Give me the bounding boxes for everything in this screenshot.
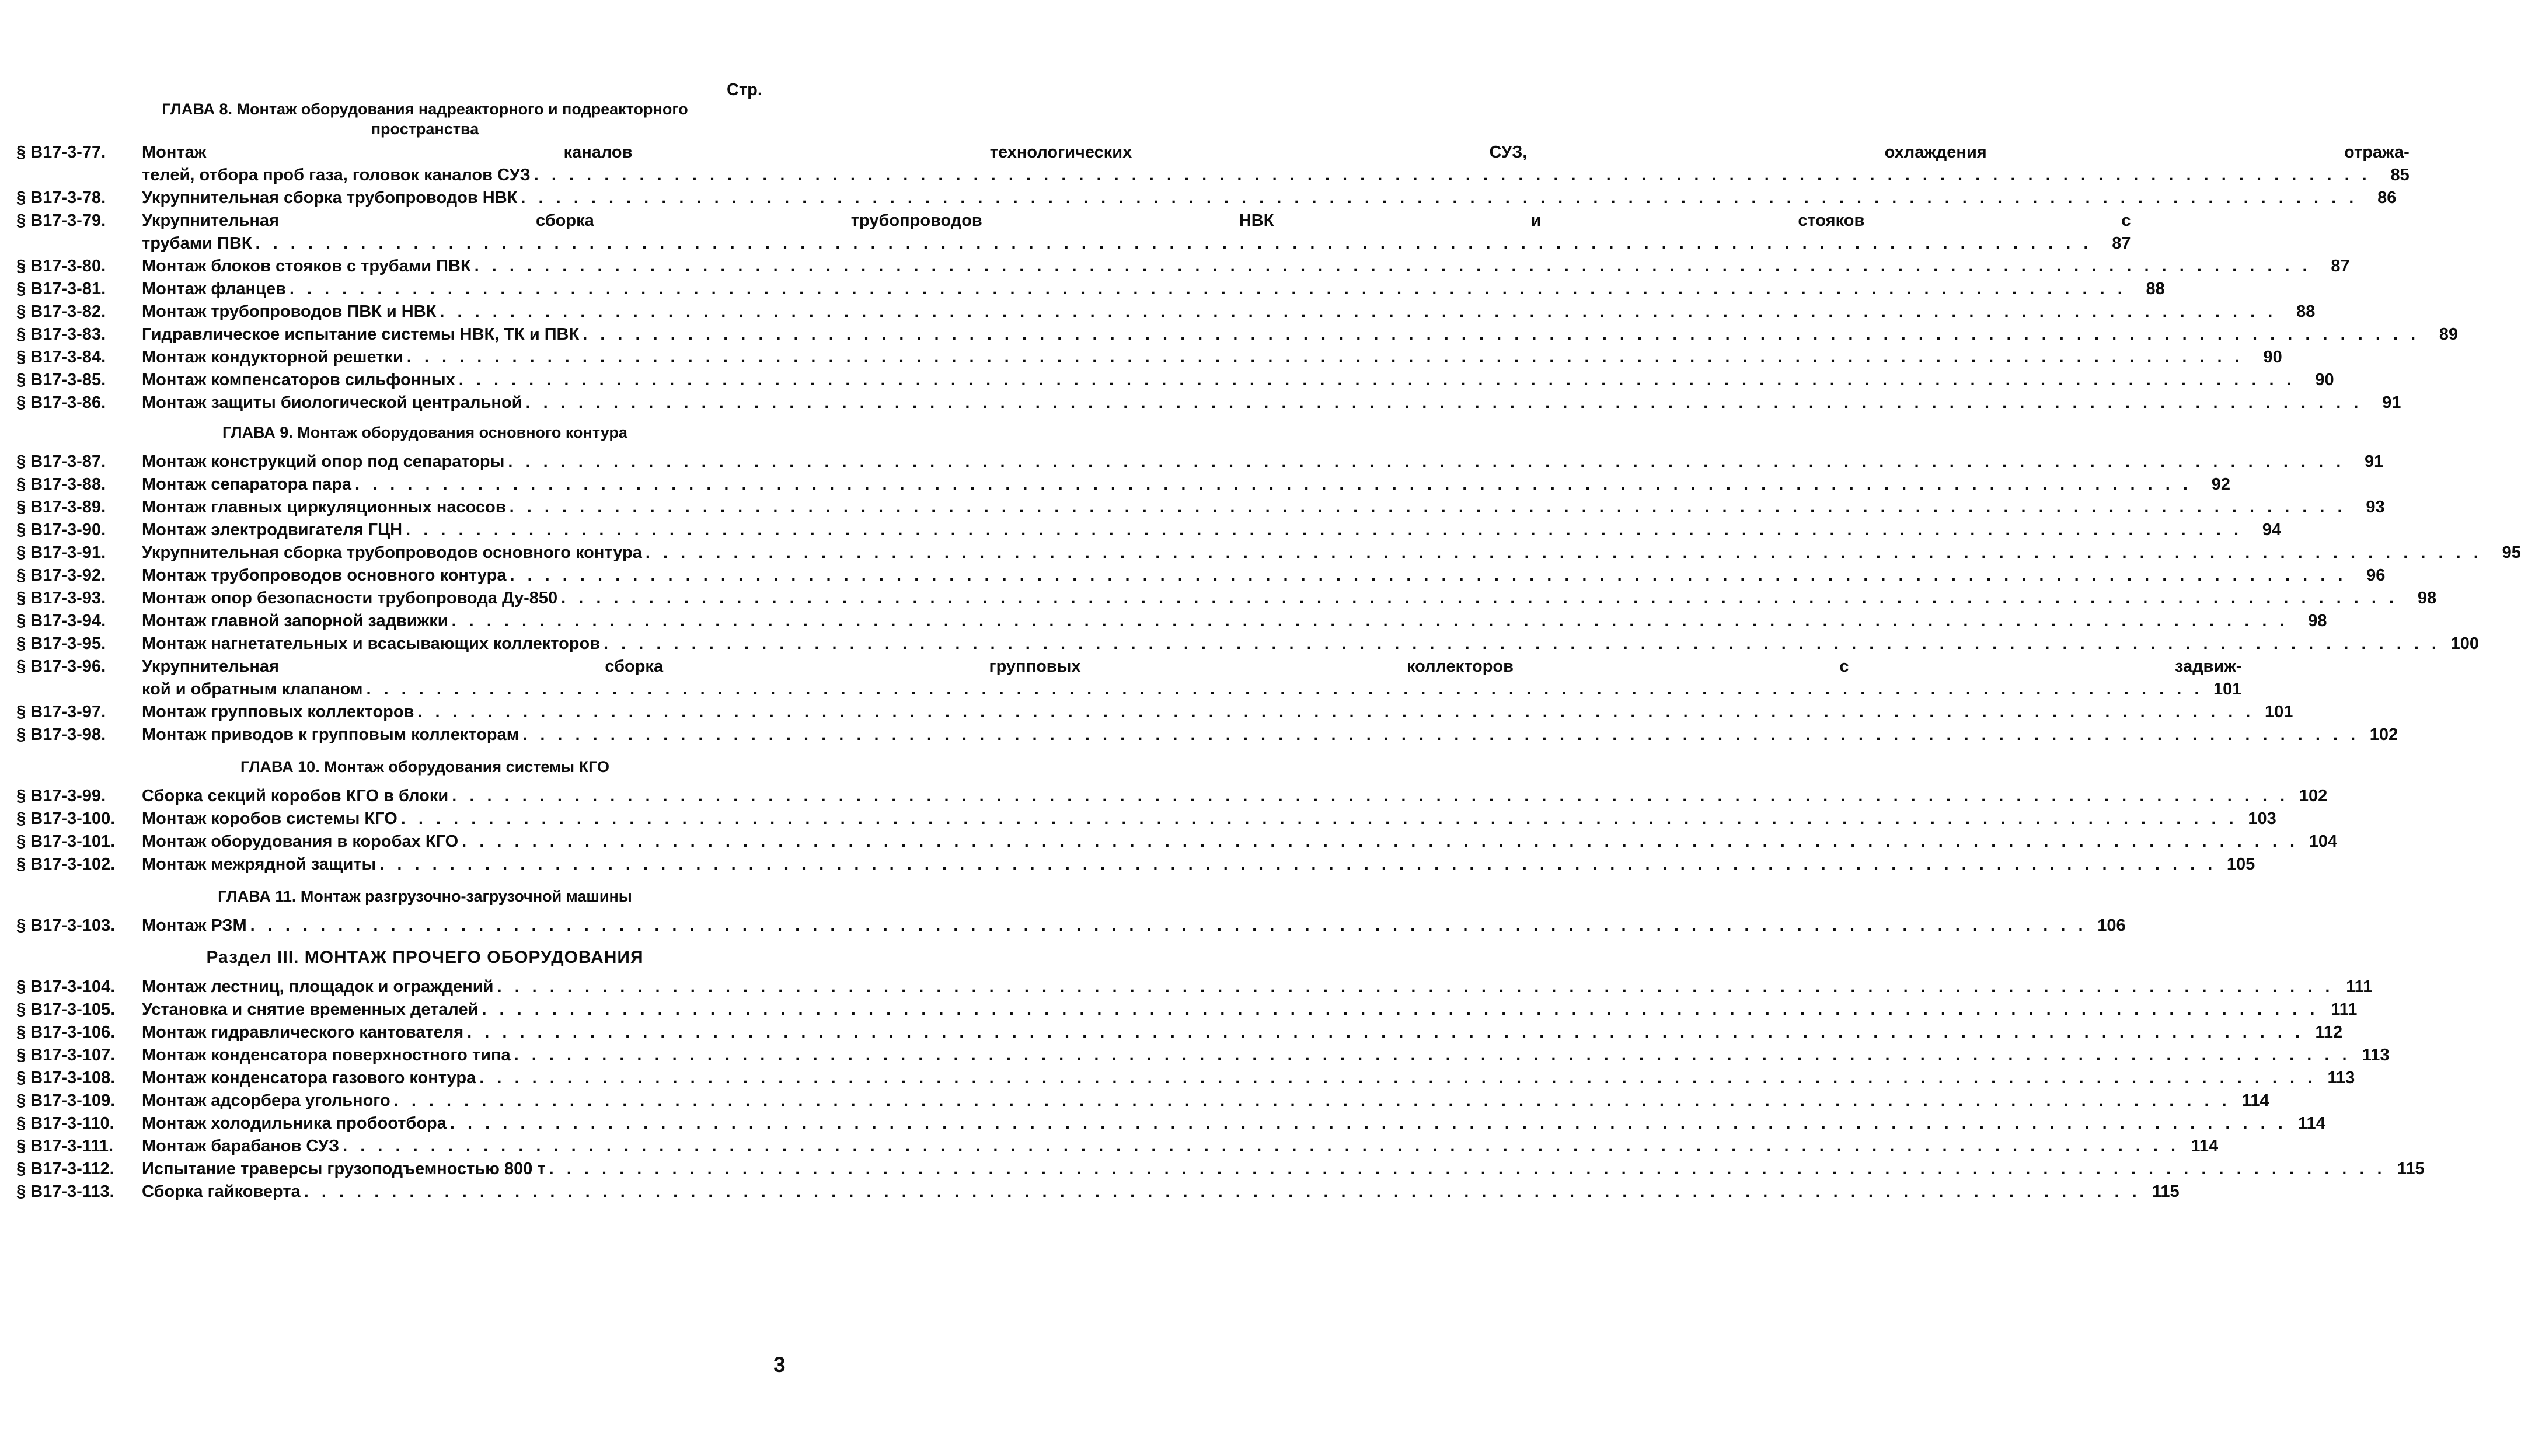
toc-entry[interactable] [16,141,2410,187]
entry-page-number: 106 [2097,916,2126,935]
dot-leader [379,853,2216,876]
toc-entry[interactable] [16,255,2350,278]
entry-title-text: Монтаж фланцев [142,280,286,298]
entry-title-text: Монтаж барабанов СУЗ [142,1137,340,1155]
entry-title-text: Монтаж гидравлического кантователя [142,1023,464,1042]
heading-line: Раздел III. МОНТАЖ ПРОЧЕГО ОБОРУДОВАНИЯ [206,948,644,967]
dot-leader [406,519,2243,542]
entry-page-number: 102 [2369,725,2398,744]
entry-page-number: 111 [2346,977,2373,996]
entry-title [142,1021,2342,1044]
entry-leader-line [142,724,2398,746]
entry-code: § В17-3-111. [16,1137,114,1155]
chapter-heading [16,99,769,139]
toc-entry[interactable] [16,323,2459,346]
entry-page-number: 95 [2502,543,2521,562]
entry-code: § В17-3-79. [16,211,106,230]
entry-title-text: Монтаж электродвигателя ГЦН [142,521,403,539]
dot-leader [522,724,2359,746]
table-of-contents [16,99,2521,1203]
entry-title [142,701,2293,724]
toc-entry[interactable] [16,210,2131,255]
entry-page-number: 91 [2382,393,2401,412]
entry-code: § В17-3-96. [16,657,106,676]
entry-code: § В17-3-103. [16,916,116,935]
entry-leader-line [142,323,2458,346]
entry-leader-line [142,278,2165,301]
entry-title-text: Монтаж оборудования в коробах КГО [142,832,459,851]
heading-line: ГЛАВА 11. Монтаж разгрузочно-загрузочной машины [218,888,632,905]
entry-code: § В17-3-99. [16,787,106,805]
dot-leader [549,1158,2386,1181]
heading-line: пространства [371,120,479,138]
dot-leader [497,976,2334,998]
entry-code: § В17-3-80. [16,257,106,275]
entry-leader-line [142,392,2401,414]
entry-page-number: 102 [2299,787,2328,805]
entry-code: § В17-3-113. [16,1182,114,1201]
entry-code: § В17-3-101. [16,832,116,851]
entry-leader-line [142,808,2276,830]
entry-title-text: Монтаж межрядной защиты [142,855,376,874]
dot-leader [510,496,2346,519]
entry-title-text: Монтаж конструкций опор под сепараторы [142,452,505,471]
entry-leader-line [142,914,2126,937]
toc-entry[interactable] [16,519,2282,542]
entry-leader-line [142,610,2327,633]
entry-leader-line [142,187,2396,210]
entry-leader-line [142,346,2282,369]
entry-title-text: Монтаж опор безопасности трубопровода Ду-850 [142,589,558,607]
entry-leader-line [142,1135,2218,1158]
dot-leader [343,1135,2180,1158]
entry-title-text: Монтаж компенсаторов сильфонных [142,371,455,389]
entry-leader-line [142,1090,2269,1112]
entry-title-text: Монтаж трубопроводов основного контура [142,566,507,585]
entry-leader-line [142,451,2383,473]
entry-page-number: 87 [2331,257,2350,275]
dot-leader [440,301,2276,323]
toc-entry[interactable] [16,1044,2390,1067]
entry-title [142,1112,2325,1135]
entry-code: § В17-3-109. [16,1091,116,1110]
entry-code: § В17-3-78. [16,188,106,207]
entry-page-number: 115 [2397,1160,2425,1178]
entry-title-text: Монтаж нагнетательных и всасывающих коллекторов [142,634,601,653]
entry-title-text: Сборка гайковерта [142,1182,301,1201]
dot-leader [534,164,2371,187]
toc-entry[interactable] [16,701,2293,724]
entry-page-number: 92 [2211,475,2230,494]
dot-leader [452,610,2289,633]
entry-code: § В17-3-95. [16,634,106,653]
entry-title-text: Установка и снятие временных деталей [142,1000,479,1019]
entry-page-number: 113 [2327,1069,2355,1087]
dot-leader [479,1067,2316,1090]
entry-page-number: 93 [2366,498,2385,516]
entry-leader-line [142,1067,2355,1090]
toc-entry[interactable] [16,633,2479,655]
entry-title [142,830,2337,853]
toc-entry[interactable] [16,976,2373,998]
dot-leader [561,587,2398,610]
entry-leader-line [142,473,2230,496]
toc-entry[interactable] [16,853,2255,876]
toc-entry[interactable] [16,1158,2425,1181]
entry-leader-line [142,564,2385,587]
entry-code: § В17-3-107. [16,1046,116,1064]
heading-line: ГЛАВА 8. Монтаж оборудования надреакторного и подреакторного [162,100,688,118]
entry-leader-line [142,255,2350,278]
entry-code: § В17-3-87. [16,452,106,471]
entry-title-text: Сборка секций коробов КГО в блоки [142,787,449,805]
entry-title-text: Монтаж приводов к групповым коллекторам [142,725,519,744]
entry-title-text: Монтаж защиты биологической центральной [142,393,522,412]
entry-page-number: 89 [2439,325,2459,344]
entry-leader-line [142,1158,2425,1181]
dot-leader [450,1112,2287,1135]
entry-title [142,141,2410,187]
entry-leader-line [142,1044,2390,1067]
dot-leader [482,998,2318,1021]
toc-entry[interactable] [16,473,2230,496]
entry-page-number: 98 [2308,612,2327,630]
toc-entry[interactable] [16,1181,2180,1203]
entry-code: § В17-3-86. [16,393,106,412]
entry-code: § В17-3-94. [16,612,106,630]
entry-title [142,1158,2425,1181]
entry-code: § В17-3-81. [16,280,106,298]
dot-leader [525,392,2362,414]
page-number: 3 [773,1353,786,1377]
toc-entry[interactable] [16,914,2126,937]
entry-code: § В17-3-102. [16,855,116,874]
entry-title [142,564,2385,587]
toc-entry[interactable] [16,808,2276,830]
toc-entry[interactable] [16,346,2282,369]
entry-page-number: 90 [2263,348,2282,366]
entry-page-number: 96 [2366,566,2386,585]
entry-title [142,998,2357,1021]
entry-title [142,914,2126,937]
entry-code: § В17-3-93. [16,589,106,607]
entry-title [142,853,2255,876]
entry-title [142,655,2241,701]
entry-page-number: 105 [2226,855,2255,874]
entry-leader-line [142,701,2293,724]
entry-title [142,210,2131,255]
entry-leader-line [142,1112,2325,1135]
entry-title-text: телей, отбора проб газа, головок каналов СУЗ [142,166,531,184]
entry-title [142,323,2458,346]
entry-leader-line [142,542,2521,564]
entry-page-number: 101 [2264,703,2293,721]
toc-entry[interactable] [16,655,2242,701]
chapter-heading [16,423,769,442]
entry-leader-line [142,232,2131,255]
dot-leader [304,1181,2141,1203]
entry-title-text: Монтаж главной запорной задвижки [142,612,448,630]
toc-entry[interactable] [16,998,2358,1021]
entry-code: § В17-3-84. [16,348,106,366]
entry-title-text: Монтаж РЗМ [142,916,247,935]
entry-title [142,473,2230,496]
dot-leader [508,451,2345,473]
entry-code: § В17-3-88. [16,475,106,494]
entry-page-number: 90 [2315,371,2334,389]
entry-title-text: Монтаж адсорбера угольного [142,1091,390,1110]
entry-title [142,278,2165,301]
entry-leader-line [142,633,2479,655]
entry-page-number: 88 [2296,302,2316,321]
toc-entry[interactable] [16,278,2165,301]
dot-leader [604,633,2440,655]
entry-leader-line [142,853,2255,876]
page-column-label: Стр. [727,81,762,99]
toc-entry[interactable] [16,785,2328,808]
entry-code: § В17-3-97. [16,703,106,721]
entry-title [142,542,2521,564]
entry-code: § В17-3-91. [16,543,106,562]
dot-leader [355,473,2192,496]
entry-title [142,976,2372,998]
entry-page-number: 94 [2262,521,2282,539]
entry-title-text: Монтаж коробов системы КГО [142,809,397,828]
dot-leader [256,232,2093,255]
entry-page-number: 87 [2112,234,2131,253]
entry-code: § В17-3-89. [16,498,106,516]
entry-title-text: кой и обратным клапаном [142,680,363,699]
dot-leader [475,255,2311,278]
entry-leader-line [142,1021,2342,1044]
entry-leader-line [142,301,2315,323]
entry-code: § В17-3-77. [16,143,106,162]
dot-leader [250,914,2087,937]
toc-entry[interactable] [16,1090,2269,1112]
entry-title-text: Монтаж главных циркуляционных насосов [142,498,506,516]
heading-line: ГЛАВА 9. Монтаж оборудования основного контура [222,424,627,441]
dot-leader [514,1044,2351,1067]
dot-leader [462,830,2299,853]
entry-leader-line [142,678,2241,701]
entry-title [142,1181,2180,1203]
toc-entry[interactable] [16,724,2398,746]
entry-page-number: 112 [2315,1023,2343,1042]
toc-entry[interactable] [16,1135,2219,1158]
toc-entry[interactable] [16,392,2401,414]
entry-title-text: Монтаж конденсатора поверхностного типа [142,1046,511,1064]
entry-code: § В17-3-98. [16,725,106,744]
entry-leader-line [142,976,2372,998]
entry-leader-line [142,1181,2180,1203]
entry-title [142,1090,2269,1112]
entry-code: § В17-3-108. [16,1069,116,1087]
entry-title [142,1067,2355,1090]
dot-leader [407,346,2244,369]
entry-page-number: 88 [2146,280,2165,298]
entry-title-text: Гидравлическое испытание системы НВК, ТК и ПВК [142,325,580,344]
section-heading [16,948,769,968]
dot-leader [290,278,2126,301]
entry-title [142,301,2315,323]
dot-leader [583,323,2419,346]
entry-title [142,808,2276,830]
entry-code: § В17-3-105. [16,1000,116,1019]
toc-entry[interactable] [16,496,2385,519]
toc-entry[interactable] [16,369,2334,392]
toc-entry[interactable] [16,1112,2325,1135]
chapter-heading [16,757,769,777]
entry-code: § В17-3-104. [16,977,116,996]
dot-leader [401,808,2238,830]
entry-title-line: Укрупнительная сборка трубопроводов НВК и стояков с [142,211,2131,230]
entry-page-number: 114 [2241,1091,2269,1110]
entry-title [142,1044,2390,1067]
entry-title-text: Испытание траверсы грузоподъемностью 800 т [142,1160,546,1178]
entry-page-number: 100 [2450,634,2479,653]
entry-title-text: Монтаж групповых коллекторов [142,703,414,721]
entry-page-number: 103 [2248,809,2276,828]
entry-title [142,724,2398,746]
entry-code: § В17-3-83. [16,325,106,344]
toc-entry[interactable] [16,564,2386,587]
entry-leader-line [142,587,2436,610]
dot-leader [521,187,2358,210]
dot-leader [459,369,2296,392]
entry-title-text: Монтаж блоков стояков с трубами ПВК [142,257,471,275]
dot-leader [646,542,2482,564]
entry-title [142,519,2281,542]
entry-page-number: 114 [2191,1137,2219,1155]
entry-code: § В17-3-100. [16,809,116,828]
toc-entry[interactable] [16,542,2521,564]
entry-leader-line [142,519,2281,542]
entry-title-text: Монтаж кондукторной решетки [142,348,403,366]
entry-leader-line [142,785,2327,808]
toc-entry[interactable] [16,451,2384,473]
entry-title [142,496,2385,519]
entry-title [142,610,2327,633]
entry-page-number: 111 [2331,1000,2358,1019]
entry-code: § В17-3-90. [16,521,106,539]
entry-code: § В17-3-112. [16,1160,114,1178]
entry-leader-line [142,998,2357,1021]
entry-code: § В17-3-106. [16,1023,116,1042]
entry-title [142,1135,2218,1158]
entry-code: § В17-3-82. [16,302,106,321]
entry-title-line: Монтаж каналов технологических СУЗ, охлаждения отража- [142,143,2410,162]
entry-title [142,785,2327,808]
toc-entry[interactable] [16,830,2338,853]
entry-page-number: 104 [2309,832,2338,851]
entry-title-text: трубами ПВК [142,234,252,253]
entry-page-number: 113 [2362,1046,2390,1064]
entry-title-text: Монтаж лестниц, площадок и ограждений [142,977,494,996]
entry-page-number: 85 [2390,166,2410,184]
entry-title [142,392,2401,414]
entry-title-text: Монтаж конденсатора газового контура [142,1069,476,1087]
entry-title-text: Укрупнительная сборка трубопроводов основного контура [142,543,642,562]
entry-title [142,587,2436,610]
entry-title-text: Укрупнительная сборка трубопроводов НВК [142,188,518,207]
entry-page-number: 101 [2213,680,2242,699]
entry-title [142,255,2350,278]
dot-leader [467,1021,2304,1044]
dot-leader [394,1090,2231,1112]
entry-leader-line [142,164,2410,187]
entry-title [142,187,2396,210]
dot-leader [510,564,2346,587]
entry-title-text: Монтаж трубопроводов ПВК и НВК [142,302,437,321]
toc-entry[interactable] [16,1021,2343,1044]
dot-leader [417,701,2254,724]
entry-title [142,369,2334,392]
entry-page-number: 98 [2417,589,2437,607]
entry-leader-line [142,830,2337,853]
entry-page-number: 115 [2152,1182,2180,1201]
toc-entry[interactable] [16,301,2316,323]
entry-leader-line [142,496,2385,519]
entry-code: § В17-3-85. [16,371,106,389]
entry-page-number: 86 [2377,188,2397,207]
entry-title [142,451,2383,473]
dot-leader [366,678,2203,701]
entry-code: § В17-3-110. [16,1114,114,1133]
heading-line: ГЛАВА 10. Монтаж оборудования системы КГО [240,758,610,776]
entry-page-number: 114 [2298,1114,2325,1133]
entry-title-line: Укрупнительная сборка групповых коллекторов с задвиж- [142,657,2242,676]
toc-entry[interactable] [16,187,2397,210]
entry-title-text: Монтаж холодильника пробоотбора [142,1114,447,1133]
entry-leader-line [142,369,2334,392]
entry-page-number: 91 [2365,452,2384,471]
toc-entry[interactable] [16,1067,2355,1090]
entry-code: § В17-3-92. [16,566,106,585]
entry-title [142,346,2282,369]
entry-title [142,633,2479,655]
toc-entry[interactable] [16,587,2437,610]
toc-entry[interactable] [16,610,2327,633]
entry-title-text: Монтаж сепаратора пара [142,475,352,494]
chapter-heading [16,886,769,906]
dot-leader [452,785,2289,808]
